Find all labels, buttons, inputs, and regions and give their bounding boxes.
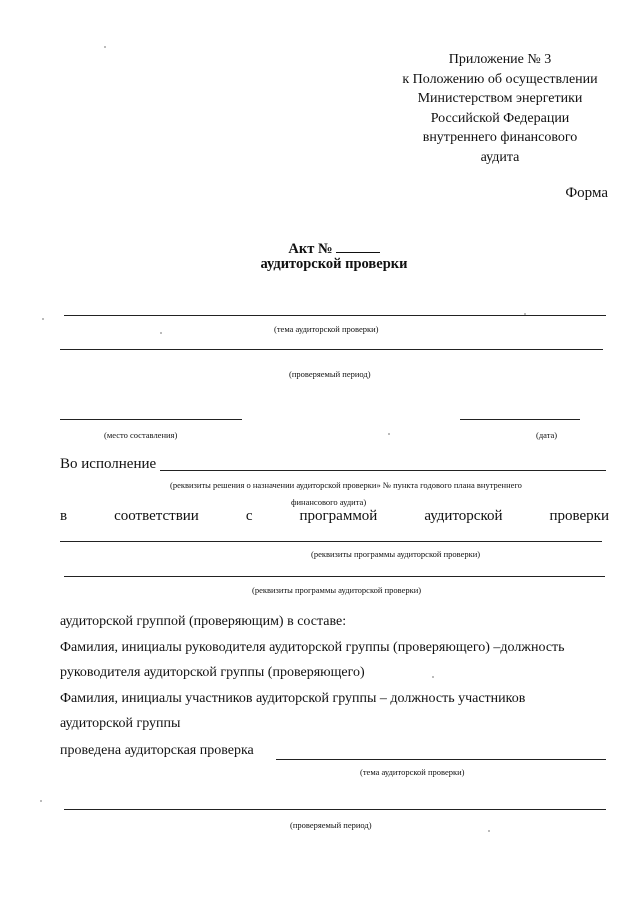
program-row-word: с bbox=[245, 508, 253, 524]
members-line-1: Фамилия, инициалы участников аудиторской группы – должность участников bbox=[60, 691, 526, 706]
date-caption: (дата) bbox=[536, 430, 558, 440]
program-row-word: в bbox=[60, 508, 68, 524]
scan-speck bbox=[104, 46, 106, 48]
place-line bbox=[60, 419, 242, 420]
topic-line bbox=[64, 315, 606, 316]
program-row-word: проверки bbox=[549, 508, 609, 524]
scan-speck bbox=[488, 830, 490, 832]
form-label: Форма bbox=[565, 185, 608, 201]
scan-speck bbox=[40, 800, 42, 802]
header-line: Приложение № 3 bbox=[448, 52, 552, 67]
program-row-word: программой bbox=[299, 508, 378, 524]
scan-speck bbox=[42, 318, 44, 320]
topic-caption: (тема аудиторской проверки) bbox=[274, 324, 379, 334]
period-line-2 bbox=[64, 809, 606, 810]
period-caption: (проверяемый период) bbox=[289, 369, 371, 379]
decision-line bbox=[160, 470, 606, 471]
header-line: к Положению об осуществлении bbox=[402, 71, 598, 87]
period-caption-2: (проверяемый период) bbox=[290, 820, 372, 830]
head-line-1: Фамилия, инициалы руководителя аудиторской группы (проверяющего) –должность bbox=[60, 640, 565, 655]
header-line: аудита bbox=[480, 149, 520, 165]
program-row bbox=[60, 508, 609, 525]
head-line-2: руководителя аудиторской группы (проверяющего) bbox=[60, 665, 365, 680]
conducted-label: проведена аудиторская проверка bbox=[60, 743, 254, 758]
decision-caption-1: (реквизиты решения о назначении аудиторской проверки» № пункта годового плана внутреннего bbox=[170, 480, 522, 490]
program-caption-2: (реквизиты программы аудиторской проверки) bbox=[252, 585, 422, 595]
scan-speck bbox=[432, 676, 434, 678]
appendix-header bbox=[380, 50, 620, 168]
program-line-1 bbox=[60, 541, 602, 542]
program-row-word: соответствии bbox=[114, 508, 199, 524]
header-line: внутреннего финансового bbox=[422, 130, 578, 146]
topic-caption-2: (тема аудиторской проверки) bbox=[360, 767, 465, 777]
program-line-2 bbox=[64, 576, 605, 577]
header-line: Российской Федерации bbox=[430, 110, 570, 126]
program-caption-1: (реквизиты программы аудиторской проверки) bbox=[311, 549, 481, 559]
act-subtitle: аудиторской проверки bbox=[260, 256, 408, 272]
group-line: аудиторской группой (проверяющим) в составе: bbox=[60, 614, 347, 629]
decision-caption-2: финансового аудита) bbox=[291, 497, 367, 507]
topic-line-2 bbox=[276, 759, 606, 760]
date-line bbox=[460, 419, 580, 420]
period-line bbox=[60, 349, 603, 350]
program-row-word: аудиторской bbox=[424, 508, 503, 524]
act-number-blank bbox=[336, 238, 380, 253]
in-execution-label: Во исполнение bbox=[60, 456, 157, 472]
act-title-text: Акт № bbox=[288, 241, 333, 257]
act-title bbox=[0, 238, 640, 258]
members-line-2: аудиторской группы bbox=[60, 716, 181, 731]
place-caption: (место составления) bbox=[104, 430, 178, 440]
scan-speck bbox=[388, 433, 390, 435]
scan-speck bbox=[160, 332, 162, 334]
header-line: Министерством энергетики bbox=[417, 91, 583, 107]
